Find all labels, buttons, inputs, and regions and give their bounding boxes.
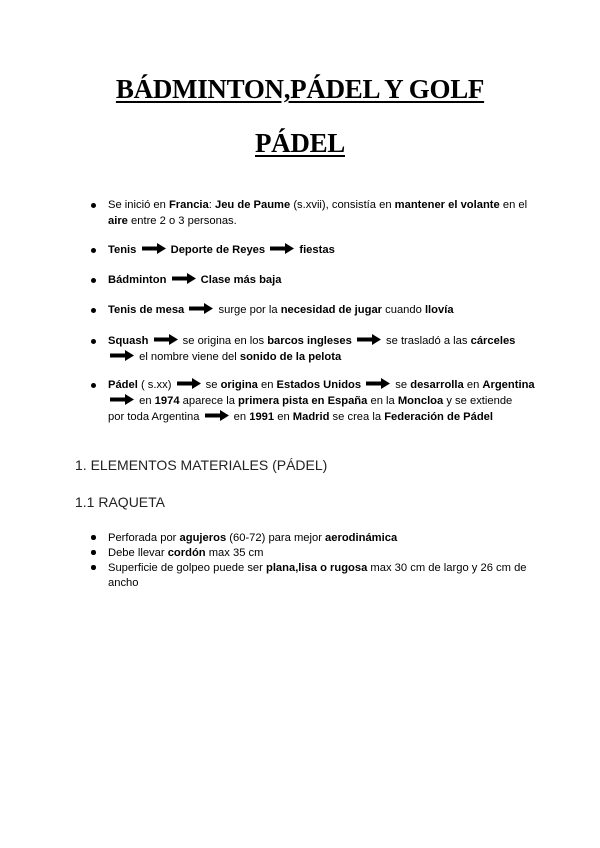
arrow-right-icon xyxy=(110,394,134,405)
arrow-right-icon xyxy=(110,350,134,361)
bullet-icon xyxy=(91,248,96,253)
arrow-right-icon xyxy=(154,334,178,345)
subsection-heading: 1.1 RAQUETA xyxy=(75,494,165,510)
arrow-right-icon xyxy=(357,334,381,345)
bullet-icon xyxy=(91,278,96,283)
arrow-right-icon xyxy=(142,243,166,254)
section-heading: 1. ELEMENTOS MATERIALES (PÁDEL) xyxy=(75,457,328,473)
arrow-right-icon xyxy=(189,303,213,314)
document-subtitle: PÁDEL xyxy=(254,128,345,158)
arrow-right-icon xyxy=(205,410,229,421)
bullet-icon xyxy=(91,308,96,313)
bullet-icon xyxy=(91,550,96,555)
arrow-right-icon xyxy=(172,273,196,284)
arrow-right-icon xyxy=(366,378,390,389)
bullet-icon xyxy=(91,339,96,344)
arrow-right-icon xyxy=(270,243,294,254)
bullet-icon xyxy=(91,383,96,388)
document-title: BÁDMINTON,PÁDEL Y GOLF xyxy=(115,74,485,104)
bullet-icon xyxy=(91,565,96,570)
bullet-icon xyxy=(91,535,96,540)
document-page: BÁDMINTON,PÁDEL Y GOLF PÁDEL Se inició en Francia: Jeu de Paume (s.xvii), consistía en mantener el volante en el aire entre 2 o 3 personas. Tenis Deporte de Reyes fiestas Bádminton Clase más baja Tenis de mesa surge por la necesidad de jugar cuando llovía Squash se origina en los barcos ingleses se trasladó a las cárceles el nombre viene del sonido de la pelota Pádel ( s.xx) se origina en Estados Unidos se desarrolla en Argentina en 1974 aparece la primera pista en España en la Moncloa y se extiende por toda Argentina en 1991 en Madrid se crea la Federación de Pádel 1. ELEMENTOS MATERIALES (PÁDEL) 1.1 RAQUETA Perforada por agujeros (60-72) para mejor aerodinámica Debe llevar cordón max 35 cm Superficie de golpeo puede ser plana,lisa o rugosa max 30 cm de largo y 26 cm de ancho xyxy=(0,0,600,848)
arrow-right-icon xyxy=(177,378,201,389)
bullet-icon xyxy=(91,203,96,208)
